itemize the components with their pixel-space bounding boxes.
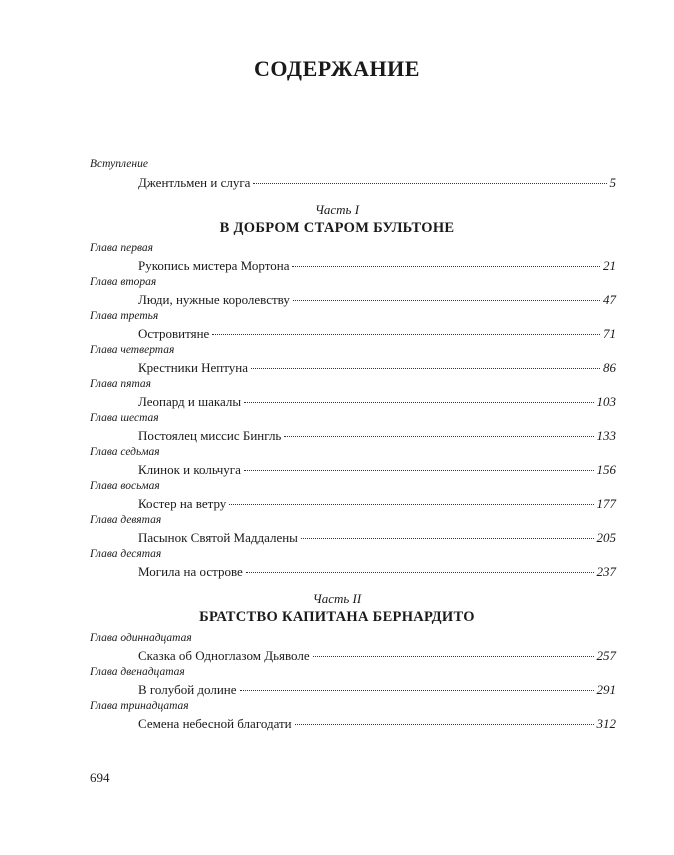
chapter-label: Глава двенадцатая (90, 666, 185, 678)
dot-leader (293, 300, 600, 301)
dot-leader (251, 368, 600, 369)
toc-entry[interactable] (138, 682, 616, 698)
entry-title: Пасынок Святой Маддалены (138, 530, 298, 545)
entry-title: Крестники Нептуна (138, 360, 249, 375)
chapter-label: Глава вторая (90, 276, 157, 288)
entry-page: 237 (596, 564, 616, 579)
dot-leader (313, 656, 594, 657)
entry-title: Джентльмен и слуга (138, 175, 251, 190)
dot-leader (212, 334, 600, 335)
entry-page: 291 (596, 682, 616, 697)
entry-title: Постоялец миссис Бингль (138, 428, 282, 443)
dot-leader (244, 402, 593, 403)
entry-page: 177 (596, 496, 616, 511)
chapter-label: Глава третья (90, 310, 159, 322)
dot-leader (253, 183, 606, 184)
entry-title: Люди, нужные королевству (138, 292, 290, 307)
chapter-label: Глава шестая (90, 412, 159, 424)
entry-page: 5 (609, 175, 616, 190)
toc-entry[interactable] (138, 394, 616, 410)
toc-entry[interactable] (138, 530, 616, 546)
chapter-label: Глава седьмая (90, 446, 160, 458)
chapter-label: Глава десятая (90, 548, 162, 560)
entry-title: Рукопись мистера Мортона (138, 258, 290, 273)
part2-number: Часть II (312, 591, 362, 606)
dot-leader (240, 690, 594, 691)
entry-page: 205 (596, 530, 616, 545)
dot-leader (229, 504, 593, 505)
toc-entry[interactable] (138, 360, 616, 376)
entry-title: Могила на острове (138, 564, 243, 579)
toc-entry[interactable] (138, 258, 616, 274)
dot-leader (284, 436, 593, 437)
toc-entry[interactable] (138, 462, 616, 478)
chapter-label: Глава девятая (90, 514, 162, 526)
entry-page: 133 (596, 428, 616, 443)
entry-title: Островитяне (138, 326, 210, 341)
part1-number: Часть I (314, 202, 360, 217)
dot-leader (301, 538, 594, 539)
chapter-label: Глава тринадцатая (90, 700, 189, 712)
chapter-label: Глава пятая (90, 378, 152, 390)
entry-page: 71 (603, 326, 616, 341)
part2-title: БРАТСТВО КАПИТАНА БЕРНАРДИТО (199, 609, 475, 625)
chapter-label: Глава первая (90, 242, 153, 254)
toc-entry[interactable] (138, 428, 616, 444)
toc-entry[interactable] (138, 648, 616, 664)
toc-entry[interactable] (138, 716, 616, 732)
dot-leader (292, 266, 600, 267)
entry-page: 257 (596, 648, 616, 663)
entry-title: В голубой долине (138, 682, 237, 697)
entry-page: 86 (603, 360, 616, 375)
entry-title: Клинок и кольчуга (138, 462, 241, 477)
chapter-label: Глава восьмая (90, 480, 160, 492)
entry-title: Леопард и шакалы (138, 394, 242, 409)
dot-leader (246, 572, 594, 573)
toc-entry[interactable] (138, 496, 616, 512)
chapter-label: Глава одиннадцатая (90, 632, 192, 644)
dot-leader (295, 724, 594, 725)
entry-page: 47 (603, 292, 616, 307)
dot-leader (244, 470, 594, 471)
entry-page: 312 (596, 716, 616, 731)
toc-entry[interactable] (138, 326, 616, 342)
part1-title: В ДОБРОМ СТАРОМ БУЛЬТОНЕ (219, 220, 455, 236)
chapter-label: Глава четвертая (90, 344, 175, 356)
toc-entry-intro[interactable] (138, 175, 616, 191)
toc-entry[interactable] (138, 292, 616, 308)
page-title: СОДЕРЖАНИЕ (254, 56, 420, 81)
entry-title: Семена небесной благодати (138, 716, 292, 731)
entry-page: 103 (596, 394, 616, 409)
toc-entry[interactable] (138, 564, 616, 580)
entry-page: 156 (596, 462, 616, 477)
intro-label: Вступление (90, 158, 148, 170)
page-number: 694 (90, 770, 110, 785)
entry-page: 21 (603, 258, 616, 273)
entry-title: Сказка об Одноглазом Дьяволе (138, 648, 310, 663)
entry-title: Костер на ветру (138, 496, 227, 511)
